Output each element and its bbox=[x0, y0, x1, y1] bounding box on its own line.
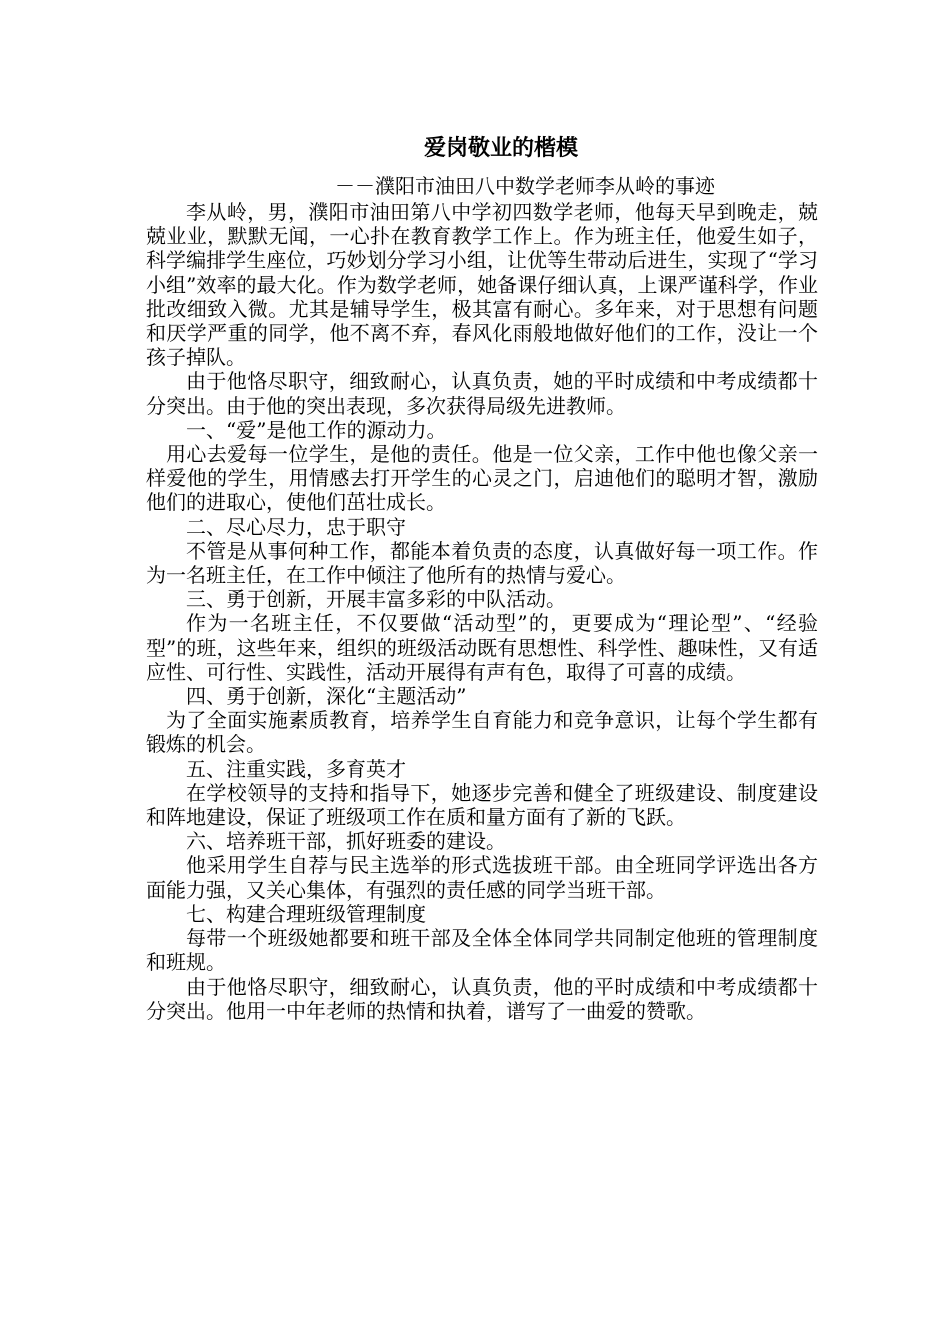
paragraph: 每带一个班级她都要和班干部及全体全体同学共同制定他班的管理制度和班规。 bbox=[146, 926, 818, 975]
paragraph: 二、尽心尽力，忠于职守 bbox=[186, 514, 406, 539]
paragraph: 三、勇于创新，开展丰富多彩的中队活动。 bbox=[186, 587, 566, 612]
paragraph: 一、“爱”是他工作的源动力。 bbox=[186, 417, 447, 442]
paragraph: 用心去爱每一位学生，是他的责任。他是一位父亲，工作中他也像父亲一样爱他的学生，用情感去打开学生的心灵之门，启迪他们的聪明才智，激励他们的进取心，使他们茁壮成长。 bbox=[146, 442, 818, 515]
document-subtitle: －－濮阳市油田八中数学老师李从岭的事迹 bbox=[335, 174, 715, 198]
paragraph: 李从岭，男，濮阳市油田第八中学初四数学老师，他每天早到晚走，兢兢业业，默默无闻，一心扑在教育教学工作上。作为班主任，他爱生如子，科学编排学生座位，巧妙划分学习小组，让优等生带动后进生，实现了“学习小组”效率的最大化。作为数学老师，她备课仔细认真，上课严谨科学，作业批改细致入微。尤其是辅导学生，极其富有耐心。多年来，对于思想有问题和厌学严重的同学，他不离不弃，春风化雨般地做好他们的工作，没让一个孩子掉队。 bbox=[146, 200, 818, 370]
paragraph: 作为一名班主任，不仅要做“活动型”的，更要成为“理论型”、“经验型”的班，这些年来，组织的班级活动既有思想性、科学性、趣味性，又有适应性、可行性、实践性，活动开展得有声有色，取得了可喜的成绩。 bbox=[146, 611, 818, 684]
document-body bbox=[146, 200, 818, 1023]
paragraph: 由于他恪尽职守，细致耐心，认真负责，他的平时成绩和中考成绩都十分突出。他用一中年老师的热情和执着，谱写了一曲爱的赞歌。 bbox=[146, 974, 818, 1023]
paragraph: 不管是从事何种工作，都能本着负责的态度，认真做好每一项工作。作为一名班主任，在工作中倾注了他所有的热情与爱心。 bbox=[146, 538, 818, 588]
paragraph: 他采用学生自荐与民主选举的形式选拔班干部。由全班同学评选出各方面能力强，又关心集体，有强烈的责任感的同学当班干部。 bbox=[146, 853, 818, 902]
document-title: 爱岗敬业的楷模 bbox=[423, 136, 578, 161]
paragraph: 六、培养班干部，抓好班委的建设。 bbox=[186, 829, 506, 854]
paragraph: 五、注重实践，多育英才 bbox=[186, 756, 406, 781]
paragraph: 由于他恪尽职守，细致耐心，认真负责，她的平时成绩和中考成绩都十分突出。由于他的突出表现，多次获得局级先进教师。 bbox=[146, 369, 818, 418]
paragraph: 四、勇于创新，深化“主题活动” bbox=[186, 684, 467, 709]
paragraph: 为了全面实施素质教育，培养学生自育能力和竞争意识，让每个学生都有锻炼的机会。 bbox=[146, 708, 818, 757]
paragraph: 在学校领导的支持和指导下，她逐步完善和健全了班级建设、制度建设和阵地建设，保证了班级项工作在质和量方面有了新的飞跃。 bbox=[146, 780, 818, 830]
paragraph: 七、构建合理班级管理制度 bbox=[186, 901, 426, 926]
